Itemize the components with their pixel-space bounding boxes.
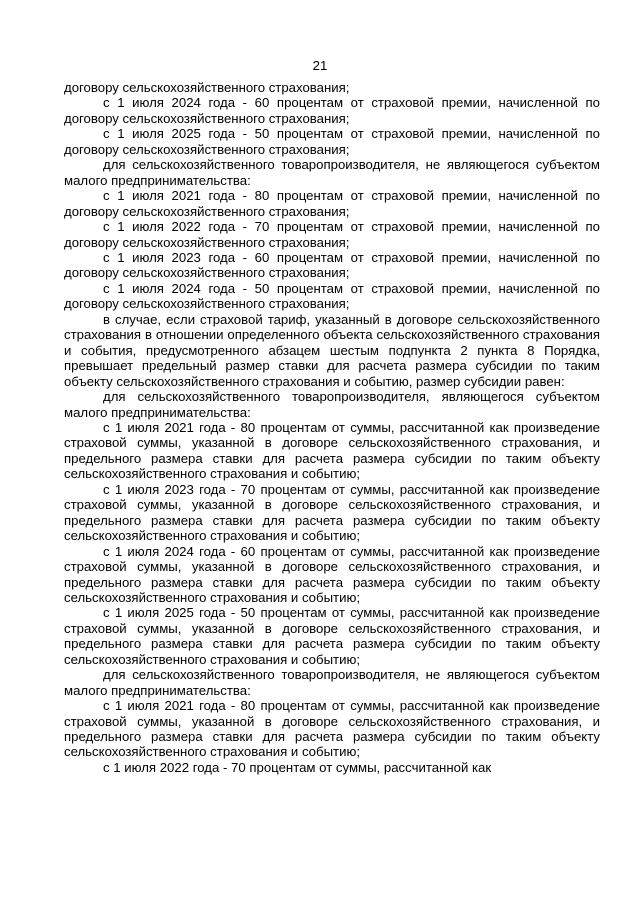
paragraph: с 1 июля 2025 года - 50 процентам от суммы, рассчитанной как произведение страховой суммы, указанной в договоре сельскохозяйственного страхования, и предельного размера ставки для расчета размера субсидии по таким объекту сельскохозяйственного страхования и событию;	[64, 605, 600, 667]
paragraph: с 1 июля 2021 года - 80 процентам от суммы, рассчитанной как произведение страховой суммы, указанной в договоре сельскохозяйственного страхования, и предельного размера ставки для расчета размера субсидии по таким объекту сельскохозяйственного страхования и событию;	[64, 698, 600, 760]
paragraph: в случае, если страховой тариф, указанный в договоре сельскохозяйственного страхования в отношении определенного объекта сельскохозяйственного страхования и события, предусмотренного абзацем шестым подпункта 2 пункта 8 Порядка, превышает предельный размер ставки для расчета размера субсидии по таким объекту сельскохозяйственного страхования и событию, размер субсидии равен:	[64, 311, 600, 389]
paragraph: для сельскохозяйственного товаропроизводителя, не являющегося субъектом малого предпринимательства:	[64, 667, 600, 698]
paragraph: с 1 июля 2021 года - 80 процентам от страховой премии, начисленной по договору сельскохозяйственного страхования;	[64, 188, 600, 219]
paragraph: для сельскохозяйственного товаропроизводителя, не являющегося субъектом малого предпринимательства:	[64, 157, 600, 188]
paragraph: с 1 июля 2024 года - 50 процентам от страховой премии, начисленной по договору сельскохозяйственного страхования;	[64, 280, 600, 312]
paragraph: с 1 июля 2024 года - 60 процентам от страховой премии, начисленной по договору сельскохозяйственного страхования;	[64, 95, 600, 126]
paragraph: с 1 июля 2021 года - 80 процентам от суммы, рассчитанной как произведение страховой суммы, указанной в договоре сельскохозяйственного страхования, и предельного размера ставки для расчета размера субсидии по таким объекту сельскохозяйственного страхования и событию;	[64, 419, 600, 482]
page-number: 21	[312, 58, 328, 73]
paragraph: с 1 июля 2022 года - 70 процентам от страховой премии, начисленной по договору сельскохозяйственного страхования;	[64, 219, 600, 250]
paragraph: с 1 июля 2023 года - 70 процентам от суммы, рассчитанной как произведение страховой суммы, указанной в договоре сельскохозяйственного страхования, и предельного размера ставки для расчета размера субсидии по таким объекту сельскохозяйственного страхования и событию;	[64, 481, 600, 544]
paragraph: с 1 июля 2025 года - 50 процентам от страховой премии, начисленной по договору сельскохозяйственного страхования;	[64, 126, 600, 157]
paragraph: для сельскохозяйственного товаропроизводителя, являющегося субъектом малого предпринимательства:	[64, 389, 600, 420]
paragraph: договору сельскохозяйственного страхования;	[64, 80, 350, 95]
document-body	[64, 80, 600, 775]
paragraph: с 1 июля 2024 года - 60 процентам от суммы, рассчитанной как произведение страховой суммы, указанной в договоре сельскохозяйственного страхования, и предельного размера ставки для расчета размера субсидии по таким объекту сельскохозяйственного страхования и событию;	[64, 543, 600, 605]
paragraph: с 1 июля 2023 года - 60 процентам от страховой премии, начисленной по договору сельскохозяйственного страхования;	[64, 249, 600, 281]
paragraph: с 1 июля 2022 года - 70 процентам от суммы, рассчитанной как	[103, 759, 492, 775]
